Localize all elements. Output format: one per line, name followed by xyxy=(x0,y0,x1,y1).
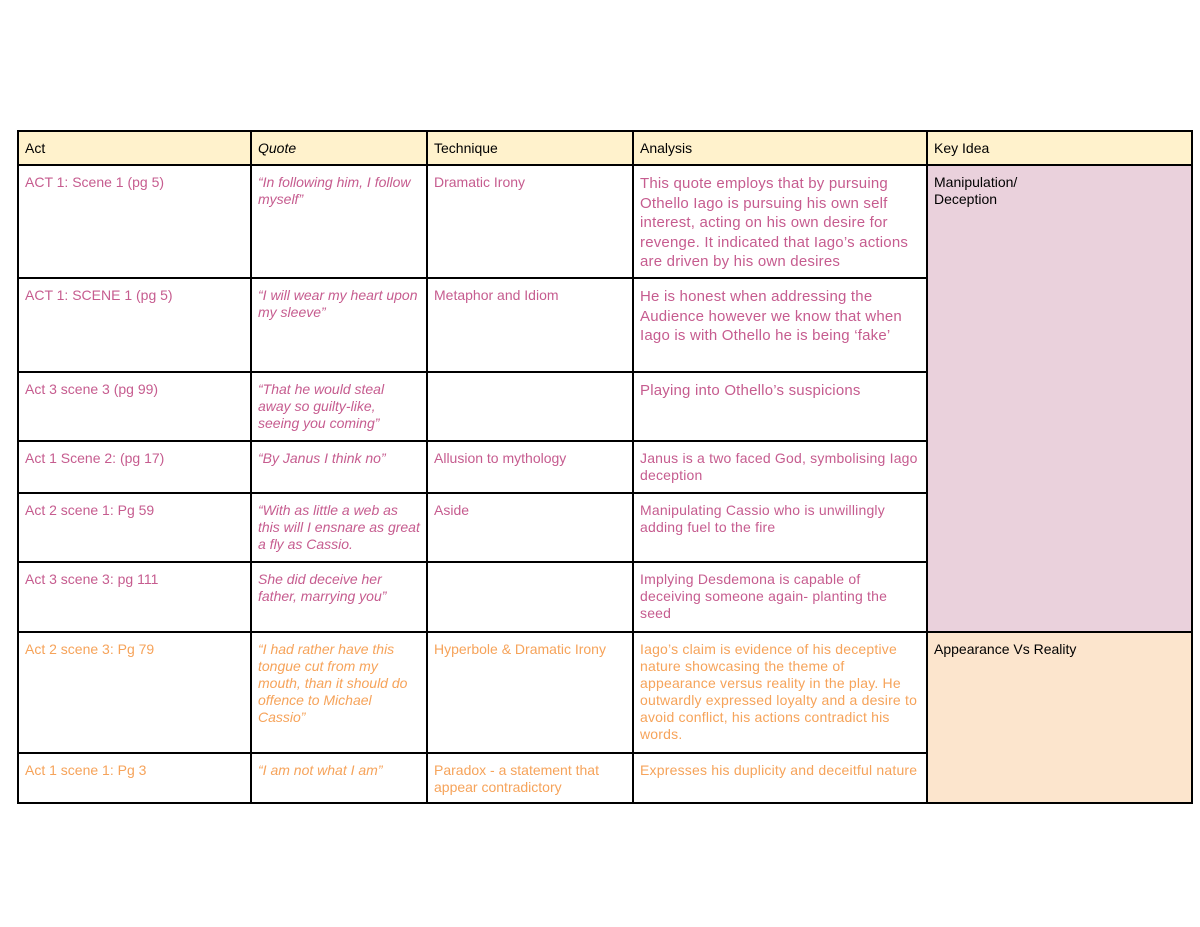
key-idea-appearance: Appearance Vs Reality xyxy=(927,632,1192,803)
header-technique: Technique xyxy=(427,131,633,165)
act-cell: ACT 1: SCENE 1 (pg 5) xyxy=(18,278,251,372)
analysis-cell: Expresses his duplicity and deceitful nature xyxy=(633,753,927,803)
quote-cell: She did deceive her father, marrying you” xyxy=(251,562,427,632)
analysis-cell: Iago’s claim is evidence of his deceptive nature showcasing the theme of appearance versus reality in the play. He outwardly expressed loyalty and a desire to avoid conflict, his actions contradict his words. xyxy=(633,632,927,753)
key-idea-manipulation: Manipulation/ Deception xyxy=(927,165,1192,632)
technique-cell: Aside xyxy=(427,493,633,562)
act-cell: Act 1 scene 1: Pg 3 xyxy=(18,753,251,803)
act-cell: Act 3 scene 3 (pg 99) xyxy=(18,372,251,441)
analysis-cell: Implying Desdemona is capable of deceiving someone again- planting the seed xyxy=(633,562,927,632)
analysis-cell: Janus is a two faced God, symbolising Iago deception xyxy=(633,441,927,493)
header-act: Act xyxy=(18,131,251,165)
act-cell: ACT 1: Scene 1 (pg 5) xyxy=(18,165,251,278)
quote-cell: “In following him, I follow myself” xyxy=(251,165,427,278)
quote-cell: “That he would steal away so guilty-like, seeing you coming” xyxy=(251,372,427,441)
analysis-cell: He is honest when addressing the Audience however we know that when Iago is with Othello he is being ‘fake’ xyxy=(633,278,927,372)
header-analysis: Analysis xyxy=(633,131,927,165)
quote-cell: “I will wear my heart upon my sleeve” xyxy=(251,278,427,372)
act-cell: Act 2 scene 3: Pg 79 xyxy=(18,632,251,753)
analysis-cell: Playing into Othello’s suspicions xyxy=(633,372,927,441)
technique-cell: Allusion to mythology xyxy=(427,441,633,493)
table-row xyxy=(18,632,1192,753)
header-key-idea: Key Idea xyxy=(927,131,1192,165)
header-quote: Quote xyxy=(251,131,427,165)
technique-cell: Paradox - a statement that appear contradictory xyxy=(427,753,633,803)
quote-analysis-table xyxy=(17,130,1193,804)
quote-cell: “With as little a web as this will I ensnare as great a fly as Cassio. xyxy=(251,493,427,562)
analysis-cell: This quote employs that by pursuing Othello Iago is pursuing his own self interest, acting on his own desire for revenge. It indicated that Iago’s actions are driven by his own desires xyxy=(633,165,927,278)
technique-cell: Dramatic Irony xyxy=(427,165,633,278)
act-cell: Act 2 scene 1: Pg 59 xyxy=(18,493,251,562)
quote-cell: “By Janus I think no” xyxy=(251,441,427,493)
technique-cell xyxy=(427,562,633,632)
technique-cell xyxy=(427,372,633,441)
act-cell: Act 1 Scene 2: (pg 17) xyxy=(18,441,251,493)
header-row xyxy=(18,131,1192,165)
act-cell: Act 3 scene 3: pg 111 xyxy=(18,562,251,632)
quote-cell: “I had rather have this tongue cut from my mouth, than it should do offence to Michael Cassio” xyxy=(251,632,427,753)
table-row xyxy=(18,165,1192,278)
analysis-cell: Manipulating Cassio who is unwillingly adding fuel to the fire xyxy=(633,493,927,562)
technique-cell: Hyperbole & Dramatic Irony xyxy=(427,632,633,753)
technique-cell: Metaphor and Idiom xyxy=(427,278,633,372)
quote-cell: “I am not what I am” xyxy=(251,753,427,803)
